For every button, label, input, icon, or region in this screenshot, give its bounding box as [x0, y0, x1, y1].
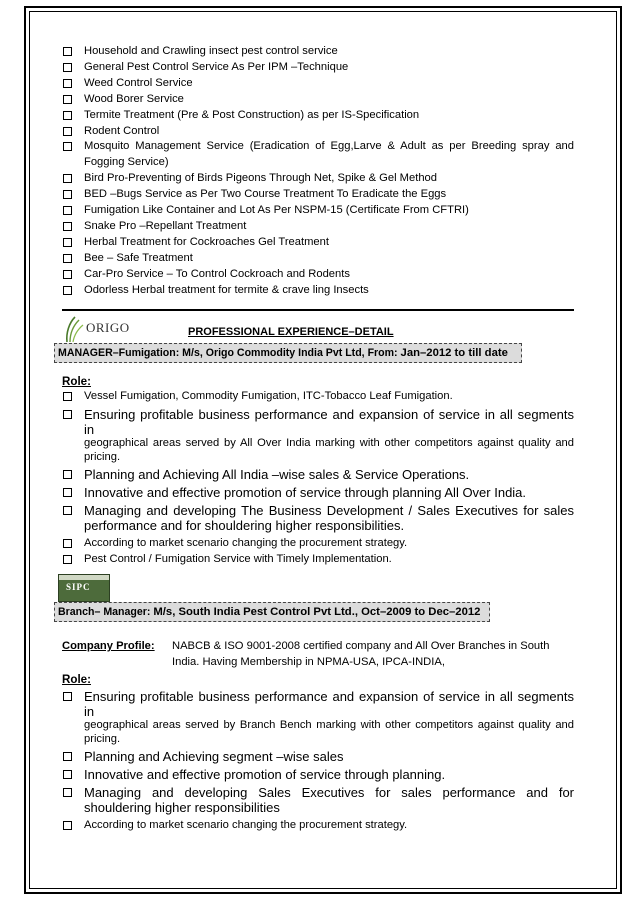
role-item-text: Pest Control / Fumigation Service with Timely Implementation.	[84, 553, 392, 566]
checkbox-bullet-icon	[63, 47, 72, 56]
checkbox-bullet-icon	[63, 111, 72, 120]
origo-leaf-icon	[64, 315, 84, 343]
job2-role-item	[62, 785, 574, 815]
checkbox-bullet-icon	[63, 410, 72, 419]
checkbox-bullet-icon	[63, 821, 72, 830]
pest-service-item	[62, 124, 574, 140]
pest-service-text: Bee – Safe Treatment	[84, 251, 193, 264]
pest-service-text: Fumigation Like Container and Lot As Per NSPM-15 (Certificate From CFTRI)	[84, 204, 469, 217]
job2-title-left: Branch– Manager:	[58, 606, 154, 619]
checkbox-bullet-icon	[63, 63, 72, 72]
checkbox-bullet-icon	[63, 270, 72, 279]
role-item-text-continued: geographical areas served by All Over India marking with other competitors against quality and pricing.	[84, 437, 574, 463]
job1-title-bar	[54, 343, 522, 363]
resume-content	[58, 44, 574, 834]
pest-service-item	[62, 76, 574, 92]
role-item-text: Vessel Fumigation, Commodity Fumigation, ITC-Tobacco Leaf Fumigation.	[84, 389, 453, 402]
pest-service-text: Car-Pro Service – To Control Cockroach and Rodents	[84, 267, 350, 280]
checkbox-bullet-icon	[63, 190, 72, 199]
job1-role-item	[62, 503, 574, 533]
pest-service-text: Bird Pro-Preventing of Birds Pigeons Through Net, Spike & Gel Method	[84, 172, 438, 185]
checkbox-bullet-icon	[63, 539, 72, 548]
checkbox-bullet-icon	[63, 127, 72, 136]
role-item-text: Managing and developing Sales Executives for sales performance and for shouldering higher responsibilities	[84, 785, 574, 816]
checkbox-bullet-icon	[63, 770, 72, 779]
role-item-text: Ensuring profitable business performance and expansion of service in all segments in	[84, 689, 574, 720]
job1-role-item	[62, 467, 574, 482]
pest-service-item	[62, 171, 574, 187]
sipc-logo-stripe	[59, 575, 109, 580]
section-title: PROFESSIONAL EXPERIENCE–DETAIL	[188, 325, 394, 338]
checkbox-bullet-icon	[63, 206, 72, 215]
company-profile-text: NABCB & ISO 9001-2008 certified company and All Over Branches in South India. Having Membership in NPMA-USA, IPCA-INDIA,	[172, 640, 550, 668]
pest-service-text: Termite Treatment (Pre & Post Construction) as per IS-Specification	[84, 108, 420, 121]
pest-services-list	[62, 44, 574, 299]
checkbox-bullet-icon	[63, 470, 72, 479]
job1-role-label: Role:	[62, 374, 91, 388]
sipc-logo-text: SIPC	[66, 582, 91, 593]
job1-role-item	[62, 552, 574, 568]
origo-logo-text: ORIGO	[86, 319, 130, 335]
pest-service-item	[62, 44, 574, 60]
job1-role-item	[62, 536, 574, 552]
job2-role-list	[62, 689, 574, 834]
pest-service-text: Rodent Control	[84, 124, 160, 137]
job2-role-item	[62, 818, 574, 834]
role-item-text: Ensuring profitable business performance and expansion of service in all segments in	[84, 407, 574, 438]
pest-service-item	[62, 108, 574, 124]
job1-title-dates: Jan–2012 to till date	[400, 346, 508, 359]
checkbox-bullet-icon	[63, 286, 72, 295]
checkbox-bullet-icon	[63, 488, 72, 497]
pest-service-item	[62, 235, 574, 251]
pest-service-text: Odorless Herbal treatment for termite & crave ling Insects	[84, 283, 369, 296]
pest-service-item	[62, 203, 574, 219]
job2-role-item	[62, 749, 574, 764]
pest-service-item	[62, 139, 574, 171]
checkbox-bullet-icon	[63, 254, 72, 263]
job2-title-right: M/s, South India Pest Control Pvt Ltd., Oct–2009 to Dec–2012	[153, 606, 481, 619]
role-item-text: Innovative and effective promotion of service through planning.	[84, 767, 446, 783]
checkbox-bullet-icon	[63, 222, 72, 231]
pest-service-text: Mosquito Management Service (Eradication of Egg,Larve & Adult as per Breeding spray and Fogging Service)	[84, 140, 574, 169]
origo-logo	[64, 313, 130, 343]
job1-role-item	[62, 407, 574, 464]
pest-service-text: Snake Pro –Repellant Treatment	[84, 219, 247, 232]
checkbox-bullet-icon	[63, 392, 72, 401]
job2-role-item	[62, 767, 574, 782]
pest-service-text: General Pest Control Service As Per IPM –Technique	[84, 60, 349, 73]
section-divider	[62, 309, 574, 311]
pest-service-item	[62, 60, 574, 76]
checkbox-bullet-icon	[63, 95, 72, 104]
checkbox-bullet-icon	[63, 238, 72, 247]
job1-role-item	[62, 485, 574, 500]
role-item-text: Planning and Achieving segment –wise sales	[84, 749, 344, 765]
job1-role-item	[62, 389, 574, 405]
role-item-text: According to market scenario changing the procurement strategy.	[84, 537, 408, 550]
pest-service-item	[62, 251, 574, 267]
checkbox-bullet-icon	[63, 142, 72, 151]
sipc-logo	[58, 574, 110, 602]
pest-service-item	[62, 267, 574, 283]
pest-service-text: Household and Crawling insect pest control service	[84, 45, 338, 57]
checkbox-bullet-icon	[63, 506, 72, 515]
pest-service-text: BED –Bugs Service as Per Two Course Treatment To Eradicate the Eggs	[84, 188, 447, 201]
role-item-text-continued: geographical areas served by Branch Bench marking with other competitors against quality and pricing.	[84, 719, 574, 745]
job1-role-list	[62, 389, 574, 569]
role-item-text: Managing and developing The Business Development / Sales Executives for sales performance and for shouldering higher responsibilities.	[84, 503, 574, 534]
pest-service-text: Wood Borer Service	[84, 92, 184, 105]
role-item-text: Planning and Achieving All India –wise sales & Service Operations.	[84, 467, 470, 483]
checkbox-bullet-icon	[63, 174, 72, 183]
job2-title-bar	[54, 602, 490, 622]
job2-role-item	[62, 689, 574, 746]
checkbox-bullet-icon	[63, 79, 72, 88]
pest-service-item	[62, 219, 574, 235]
job1-title-left: MANAGER–Fumigation: M/s, Origo Commodity India Pvt Ltd, From:	[58, 346, 401, 359]
role-item-text: Innovative and effective promotion of service through planning All Over India.	[84, 485, 527, 501]
company-profile	[62, 639, 574, 670]
role-item-text: According to market scenario changing the procurement strategy.	[84, 819, 408, 832]
checkbox-bullet-icon	[63, 788, 72, 797]
pest-service-item	[62, 283, 574, 299]
pest-service-item	[62, 92, 574, 108]
pest-service-item	[62, 187, 574, 203]
checkbox-bullet-icon	[63, 555, 72, 564]
origo-header-row	[62, 313, 574, 343]
company-profile-label: Company Profile:	[62, 640, 155, 653]
job2-role-label: Role:	[62, 673, 91, 687]
checkbox-bullet-icon	[63, 752, 72, 761]
pest-service-text: Herbal Treatment for Cockroaches Gel Treatment	[84, 235, 329, 248]
pest-service-text: Weed Control Service	[84, 76, 193, 89]
checkbox-bullet-icon	[63, 692, 72, 701]
